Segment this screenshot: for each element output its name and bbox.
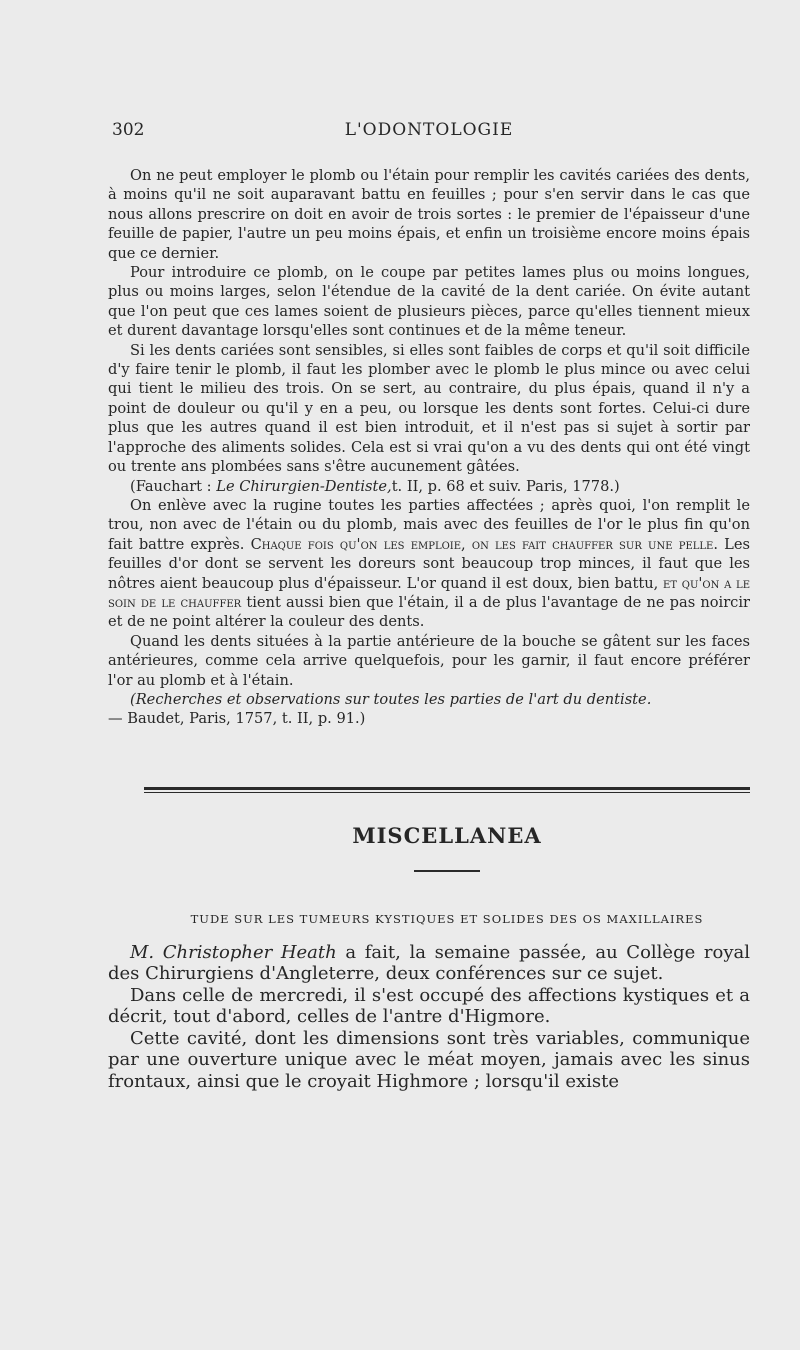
citation-baudet [108,690,750,709]
citation-title: Le Chirurgien-Dentiste, [216,477,392,495]
citation-prefix: (Fauchart : [130,477,217,495]
paragraph-4 [108,496,750,632]
paragraph-4-text-b: Les feuilles d'or dont se servent les doreurs sont beaucoup trop minces, il faut que les nôtres aient beaucoup plus d'épaisseur. L'or quand il est doux, bien battu, [108,535,750,592]
paragraph-4-text-c: tient aussi bien que l'étain, il a de plus l'avantage de ne pas noircir et de ne point altérer la couleur des dents. [108,593,750,631]
title-underline [414,870,480,872]
paragraph-4-text-a: On enlève avec la rugine toutes les parties affectées ; après quoi, l'on remplit le trou, non avec de l'étain ou du plomb, mais avec des feuilles de l'or le plus fin qu'on fait battre exprès. [108,496,750,553]
paragraph-4-smallcaps-2: et qu'on a le soin de le chauffer [108,574,750,611]
section-title: MISCELLANEA [352,822,542,848]
article-paragraph-1 [108,942,750,985]
paragraph-2: Pour introduire ce plomb, on le coupe par petites lames plus ou moins longues, plus ou moins larges, selon l'étendue de la cavité de la dent cariée. On évite autant que l'on peut que ces lames soient de plusieurs pièces, parce qu'elles tiennent mieux et durent davantage lorsqu'elles sont continues et de la même teneur. [108,264,750,340]
running-head [108,120,750,144]
article-paragraph-2: Dans celle de mercredi, il s'est occupé des affections kystiques et a décrit, tout d'abord, celles de l'antre d'Higmore. [108,984,750,1028]
paragraph-1: On ne peut employer le plomb ou l'étain pour remplir les cavités cariées des dents, à moins qu'il ne soit auparavant battu en feuilles ; pour s'en servir dans le cas que nous allons prescrire on doit en avoir de trois sortes : le premier de l'épaisseur d'une feuille de papier, l'autre un peu moins épais, et enfin un troisième encore moins épais que ce dernier. [108,167,750,262]
citation-title: (Recherches et observations sur toutes les parties de l'art du dentiste. [130,690,652,708]
citation-suffix: t. II, p. 68 et suiv. Paris, 1778.) [391,477,620,495]
article-paragraph-3: Cette cavité, dont les dimensions sont très variables, communique par une ouverture unique avec le méat moyen, jamais avec les sinus frontaux, ainsi que le croyait Highmore ; lorsqu'il existe [108,1027,750,1092]
page [108,120,750,1092]
citation-fauchart [108,477,750,496]
paragraph-5: Quand les dents situées à la partie antérieure de la bouche se gâtent sur les faces antérieures, comme cela arrive quelquefois, pour les garnir, il faut encore préférer l'or au plomb et à l'étain. [108,632,750,689]
article-subtitle: TUDE SUR LES TUMEURS KYSTIQUES ET SOLIDES DES OS MAXILLAIRES [190,911,704,926]
article-text [108,942,750,1093]
article-paragraph-1-rest: a fait, la semaine passée, au Collège royal des Chirurgiens d'Angleterre, deux conférences sur ce sujet. [108,941,750,985]
citation-baudet-suffix: — Baudet, Paris, 1757, t. II, p. 91.) [108,710,366,728]
section-divider [144,787,750,793]
paragraph-4-smallcaps-1: Chaque fois qu'on les emploie, on les fait chauffer sur une pelle. [250,535,718,553]
author-name: M. Christopher Heath [130,941,337,963]
page-number: 302 [112,120,145,140]
running-title: L'ODONTOLOGIE [344,120,514,140]
paragraph-3: Si les dents cariées sont sensibles, si elles sont faibles de corps et qu'il soit difficile d'y faire tenir le plomb, il faut les plomber avec le plomb le plus mince ou avec celui qui tient le milieu des trois. On se sert, au contraire, du plus épais, quand il n'y a point de douleur ou qu'il y en a peu, ou lorsque les dents sont fortes. Celui-ci dure plus que les autres quand il est bien introduit, et il n'est pas si sujet à sortir par l'approche des aliments solides. Cela est si vrai qu'on a vu des dents qui ont été vingt ou trente ans plombées sans s'être aucunement gâtées. [108,341,750,476]
body-text [108,166,750,729]
